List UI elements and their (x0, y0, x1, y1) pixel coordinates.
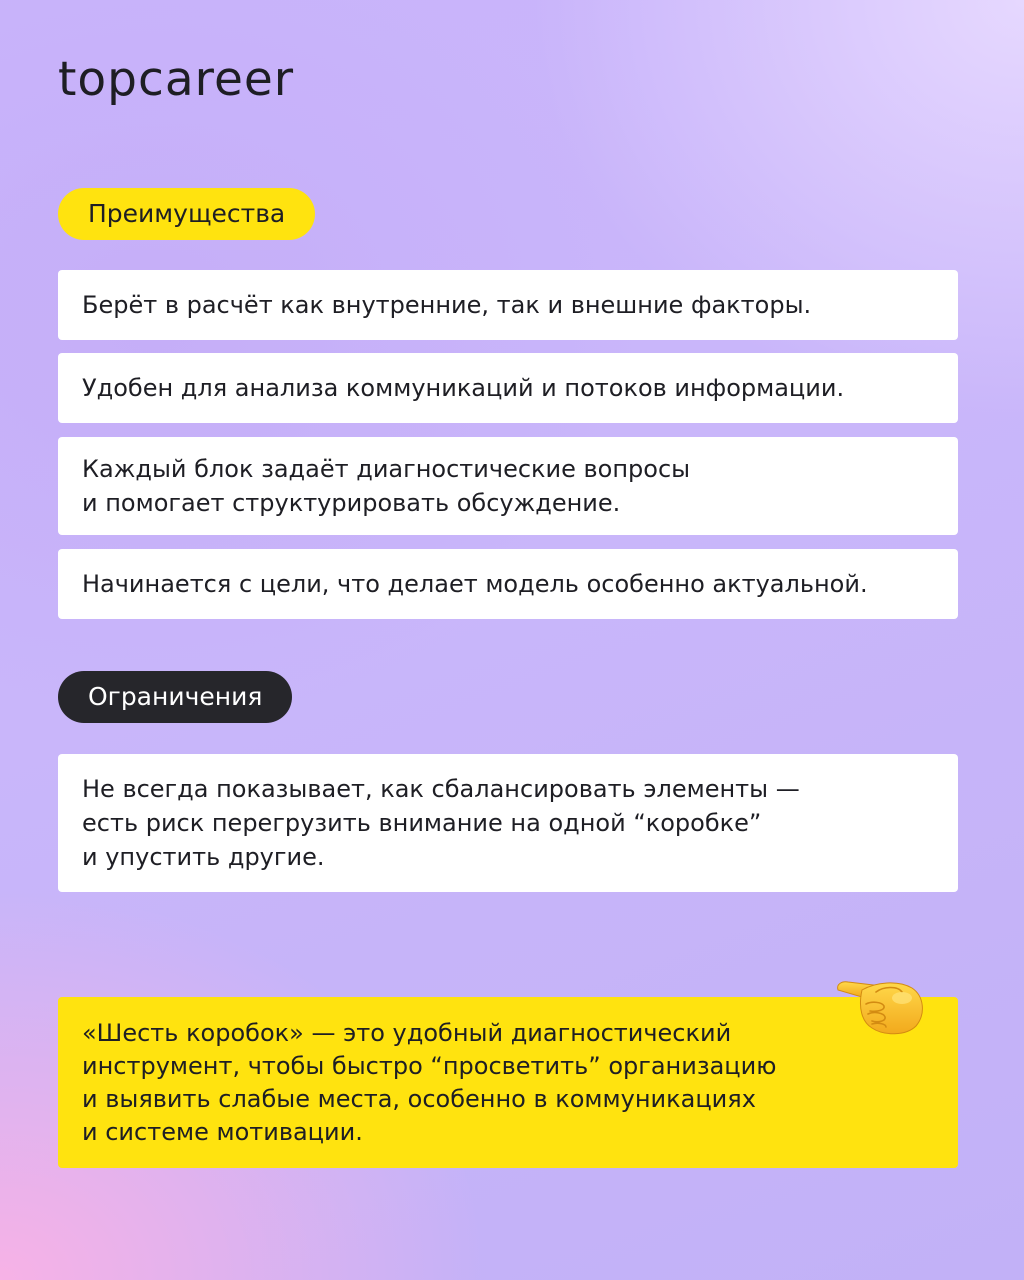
advantage-text: Начинается с цели, что делает модель особенно актуальной. (82, 570, 868, 598)
advantage-text: Берёт в расчёт как внутренние, так и внешние факторы. (82, 291, 812, 319)
advantage-card (58, 270, 958, 340)
advantage-text: Удобен для анализа коммуникаций и потоков информации. (82, 374, 845, 402)
conclusion-text: «Шесть коробок» — это удобный диагностический инструмент, чтобы быстро “просветить” организацию и выявить слабые места, особенно в коммуникациях и системе мотивации. (82, 1018, 777, 1146)
advantage-card (58, 437, 958, 535)
brand-logo: topcareer (58, 52, 295, 107)
advantage-card (58, 353, 958, 423)
limitations-badge: Ограничения (58, 671, 292, 723)
advantage-text: Каждый блок задаёт диагностические вопросы и помогает структурировать обсуждение. (82, 455, 691, 517)
limitation-card (58, 754, 958, 892)
advantages-badge: Преимущества (58, 188, 315, 240)
pointing-hand-icon (832, 968, 928, 1040)
advantage-card (58, 549, 958, 619)
limitation-text: Не всегда показывает, как сбалансировать элементы — есть риск перегрузить внимание на одной “коробке” и упустить другие. (82, 775, 800, 871)
conclusion-callout (58, 997, 958, 1168)
